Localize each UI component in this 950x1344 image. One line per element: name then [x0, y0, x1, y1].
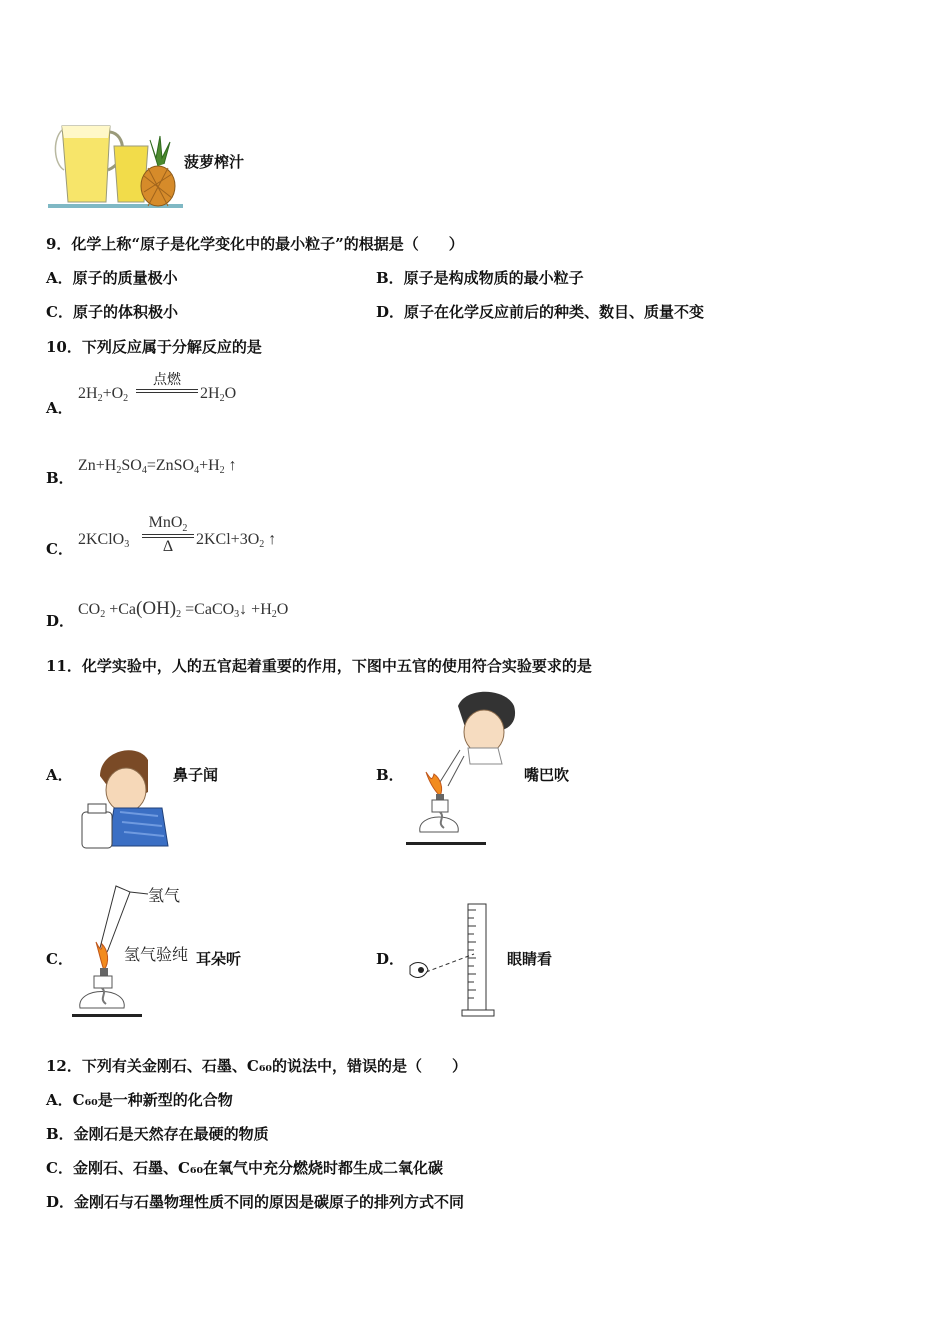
eq-d-0: CO: [78, 601, 101, 618]
hydrogen-purity-label: 氢气验纯: [124, 945, 189, 964]
q11-option-d-label[interactable]: D．: [376, 950, 405, 968]
q11-option-b-label[interactable]: B．: [376, 766, 404, 784]
eq-a-sub3: 2: [219, 393, 225, 404]
eq-b-0: Zn+H: [78, 457, 117, 474]
eq-a-end: O: [224, 385, 237, 402]
equals-sign: [136, 389, 198, 393]
q10-option-a-product: [200, 384, 236, 409]
eq-b-4: =ZnSO: [146, 457, 195, 474]
eq-a-sub1: 2: [97, 393, 103, 404]
eq-d-7: ↓ +H: [239, 601, 272, 618]
q10-option-b-equation: [78, 456, 237, 481]
eq-d-2: +Ca: [105, 601, 137, 618]
eq-d-5: =CaCO: [181, 601, 235, 618]
eq-c-left: 2KClO: [78, 531, 125, 548]
catalyst-sub: 2: [182, 523, 188, 535]
condition-ignite: 点燃: [153, 372, 181, 388]
q10-option-c-label[interactable]: C．: [46, 540, 73, 558]
q10-option-a-condition: [136, 369, 198, 393]
graduated-cylinder-image: [404, 900, 504, 1022]
juice-caption: 菠萝榨汁: [184, 153, 245, 171]
q12-option-b[interactable]: B．金刚石是天然存在最硬的物质: [46, 1125, 269, 1143]
q12-stem: 12．下列有关金刚石、石墨、C₆₀的说法中，错误的是（ ）: [46, 1057, 467, 1075]
smelling-bottle-image: [78, 742, 173, 852]
q11-option-c-label[interactable]: C．: [46, 950, 73, 968]
q10-option-c-product: [196, 530, 276, 555]
eq-b-7: 2: [219, 465, 225, 476]
eq-b-2: SO: [121, 457, 142, 474]
blowing-lamp-image: [406, 686, 521, 851]
eq-a-left: 2H: [78, 385, 98, 402]
q12-option-a[interactable]: A．C₆₀是一种新型的化合物: [46, 1091, 233, 1109]
eq-d-1: 2: [100, 609, 106, 620]
eq-a-sub2: 2: [123, 393, 129, 404]
q11-stem: 11．化学实验中，人的五官起着重要的作用，下图中五官的使用符合实验要求的是: [46, 657, 592, 675]
eq-d-9: O: [276, 601, 289, 618]
eq-d-4: 2: [176, 609, 182, 620]
eq-d-6: 3: [234, 609, 240, 620]
q9-option-b[interactable]: B．原子是构成物质的最小粒子: [376, 269, 584, 287]
eq-c-right: 2KCl+3O: [196, 531, 260, 548]
q11-b-caption: 嘴巴吹: [524, 766, 570, 784]
eq-b-8: ↑: [224, 457, 237, 474]
q12-option-c[interactable]: C．金刚石、石墨、C₆₀在氧气中充分燃烧时都生成二氧化碳: [46, 1159, 444, 1177]
eq-d-8: 2: [271, 609, 277, 620]
q9-option-c[interactable]: C．原子的体积极小: [46, 303, 178, 321]
eq-b-5: 4: [194, 465, 200, 476]
eq-b-3: 4: [141, 465, 147, 476]
q10-option-a-equation: [78, 384, 128, 409]
eq-c-sub2: 2: [259, 539, 265, 550]
q10-option-d-label[interactable]: D．: [46, 612, 75, 630]
q11-option-a-label[interactable]: A．: [46, 766, 73, 784]
heat-symbol: Δ: [162, 538, 174, 556]
catalyst: MnO: [148, 514, 183, 531]
pineapple-juice-image: [48, 118, 188, 213]
eq-b-6: +H: [199, 457, 220, 474]
q11-c-caption: 耳朵听: [196, 950, 242, 968]
q10-option-d-equation: [78, 599, 288, 625]
q10-option-c-reactant: [78, 530, 129, 555]
q10-stem: 10．下列反应属于分解反应的是: [46, 338, 262, 356]
eq-c-end: ↑: [264, 531, 277, 548]
q11-d-caption: 眼睛看: [507, 950, 553, 968]
eq-a-mid: +O: [102, 385, 124, 402]
eq-b-1: 2: [116, 465, 122, 476]
q10-option-c-condition: [142, 514, 194, 556]
q10-option-b-label[interactable]: B．: [46, 469, 74, 487]
eq-a-right: 2H: [200, 385, 220, 402]
q11-a-caption: 鼻子闻: [173, 766, 219, 784]
q9-stem: 9．化学上称“原子是化学变化中的最小粒子”的根据是（ ）: [46, 235, 464, 253]
eq-d-3: (OH): [136, 598, 177, 619]
q9-option-d[interactable]: D．原子在化学反应前后的种类、数目、质量不变: [376, 303, 705, 321]
hydrogen-gas-label: 氢气: [148, 886, 181, 905]
eq-c-sub1: 3: [124, 539, 130, 550]
q12-option-d[interactable]: D．金刚石与石墨物理性质不同的原因是碳原子的排列方式不同: [46, 1193, 465, 1211]
q10-option-a-label[interactable]: A．: [46, 399, 73, 417]
q9-option-a[interactable]: A．原子的质量极小: [46, 269, 178, 287]
